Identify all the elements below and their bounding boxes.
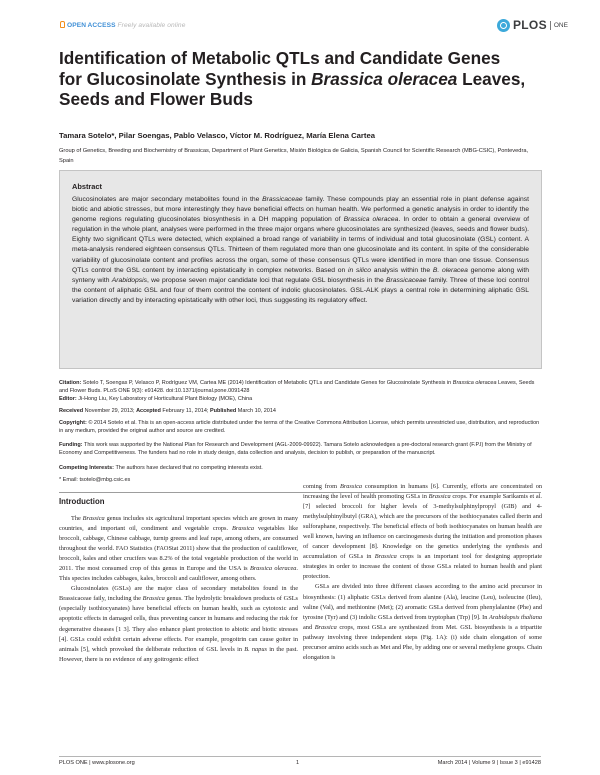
- competing-interests: [59, 465, 543, 473]
- italic-seg: Brassica: [82, 515, 105, 522]
- open-access-label: OPEN: [67, 22, 87, 29]
- editor-label: Editor:: [59, 396, 77, 402]
- text-seg: The: [71, 515, 83, 522]
- citation-label: Citation:: [59, 380, 82, 386]
- dates: [59, 408, 543, 416]
- editor: [59, 396, 543, 404]
- abstract-text: [72, 195, 529, 306]
- competing-label: Competing Interests:: [59, 465, 115, 471]
- text-seg: genus. The hydrolytic breakdown products of GSLs (especially isothiocyanates) have beneficial effects on human health, such as cytotoxic and apoptotic effects in damaged cells, thus preventing cancer in humans and reducing the risk for degenerative diseases [1 3]. They also enhance plant protection to abiotic and biotic stresses [4]. GSLs could exhibit certain adverse effects. For example, progoitrin can cause goiter in animals [5], which provoked the deliberate reduction of GSL levels in: [59, 595, 298, 653]
- footer-issue: March 2014 | Volume 9 | Issue 3 | e91428: [437, 760, 541, 766]
- funding-label: Funding:: [59, 442, 83, 448]
- text-seg: GSLs are divided into three different classes according to the amino acid precursor in biosynthesis: (1) aliphatic GSLs derived from alanine (Ala), leucine (Leu), isoleucine (Ileu), valine (Val), and methionine (Met); (2) aromatic GSLs derived from phenylalanine (Phe) and tyrosine (Tyr) and (3) indolic GSLs derived from tryptophan (Trp) [9]. In: [303, 583, 542, 621]
- text-seg: crops. For example Sarikamis et al. [7] selected broccoli for higher levels of 3-methylsulphinylpropyl (GIB) and 4-methylsulphinylbutyl (GRA), which are the precursors of the isothiocyanates called iberin and sulforaphane, respectively. The beneficial effects of both isothiocyanates on human health are well known, having an influence on carcinogenesis during the initiation and promotion phases of cancer development [8]. Knowledge on the genetics underlying the synthesis and accumulation of GSLs in: [303, 493, 542, 561]
- text-seg: Glucosinolates (GSLs) are the major class of secondary metabolites found in the Brassicaceae faily, including the: [59, 585, 298, 603]
- title-line-1: Identification of Metabolic QTLs and Candidate Genes: [59, 48, 501, 68]
- text-seg: crops is an important tool for designing appropriate strategies in order to increase the content of those GSLs related to human health and plant protection.: [303, 553, 542, 581]
- abstract-italic: Arabidopsis: [111, 276, 148, 284]
- freely-available-label: Freely available online: [117, 22, 186, 29]
- footer-rule: [59, 756, 541, 757]
- citation-italic: Brassica oleracea: [452, 380, 497, 386]
- competing-text: The authors have declared that no competing interests exist.: [114, 465, 263, 471]
- abstract-italic: Brassica oleracea: [343, 216, 399, 224]
- abstract-seg: analysis within the: [371, 266, 433, 274]
- title-line-2a: for Glucosinolate Synthesis in: [59, 68, 312, 89]
- italic-seg: Brassica: [142, 595, 165, 603]
- italic-seg: Brassica: [232, 525, 255, 533]
- journal-logo[interactable]: [497, 14, 568, 36]
- copyright-label: Copyright:: [59, 420, 87, 426]
- right-paragraph-2: [303, 582, 542, 662]
- left-column: [59, 497, 298, 665]
- published-label: Published: [209, 408, 237, 414]
- abstract-seg: , we propose seven major candidate loci that regulate GSL biosynthesis in the: [147, 276, 386, 284]
- abstract-seg: family. Three of these loci control the content of aliphatic GSL and four of them control the content of indolic glucosinolates. GSL-ALK plays a central role in determining aliphatic GSL variation directly and by interacting epistatically with other loci, thus suggesting its regulatory effect.: [72, 276, 529, 304]
- intro-paragraph-2: [59, 584, 298, 664]
- open-access-banner: [60, 21, 185, 29]
- abstract-box: [59, 170, 542, 369]
- abstract-italic: in silico: [348, 266, 371, 274]
- text-seg: coming from: [303, 483, 340, 490]
- citation-text: Sotelo T, Soengas P, Velasco P, Rodríguez VM, Cartea ME (2014) Identification of Metabolic QTLs and Candidate Genes for Glucosinolate Synthesis in: [81, 380, 453, 386]
- title-line-2-species: Brassica oleracea: [311, 68, 458, 89]
- page-number: 1: [296, 760, 300, 766]
- text-seg: consumption in humans [6]. Currently, efforts are concentrated on increasing the level of health promoting GSLs in: [303, 483, 542, 501]
- article-title: [59, 48, 543, 110]
- abstract-seg: family. These compounds play an essential role in plant defense against biotic and abiotic stresses, but more interestingly they have beneficial effects on human health. We performed a genetic analysis in order to identify the genome regions regulating glucosinolates biosynthesis in a DH mapping population of: [72, 196, 529, 224]
- plos-logo-icon: [497, 19, 510, 32]
- accepted-date: February 11, 2014;: [160, 408, 210, 414]
- title-line-3: Seeds and Flower Buds: [59, 89, 253, 109]
- abstract-seg: Glucosinolates are major secondary metabolites found in the: [72, 196, 263, 203]
- italic-seg: B. napus: [244, 645, 267, 653]
- author-list: Tamara Sotelo*, Pilar Soengas, Pablo Velasco, Víctor M. Rodríguez, María Elena Cartea: [59, 131, 376, 140]
- funding: [59, 442, 543, 457]
- right-paragraph-1: [303, 482, 542, 582]
- title-line-2c: Leaves,: [457, 68, 526, 89]
- right-column: [303, 482, 542, 663]
- italic-seg: Brassica oleracea: [249, 565, 297, 573]
- italic-seg: Arabidopsis thaliana: [488, 613, 542, 621]
- italic-seg: Brassica: [339, 483, 363, 490]
- italic-seg: Brassica: [374, 553, 397, 561]
- text-seg: in the past. However, there is no evidence of any goitrogenic effect: [59, 645, 298, 663]
- text-seg: vegetables like broccoli, cabbage, Chinese cabbage, turnip greens and leaf rape, among others, are consumed throughout the world. FAO Statistics (FAOStat 2011) show that the production of cauliflower, broccoli, kales and other crucifers was 8.2% of the total vegetable production of the world in 2011. The most consumed crop of this genus in Europe and the USA is: [59, 525, 298, 573]
- accepted-label: Accepted: [136, 408, 161, 414]
- text-seg: . This species includes cabbages, kales, broccoli and cauliflower, among others.: [59, 565, 298, 583]
- abstract-heading: Abstract: [72, 182, 102, 191]
- intro-paragraph-1: [59, 514, 298, 584]
- journal-sub: ONE: [550, 21, 568, 30]
- affiliation: Group of Genetics, Breeding and Biochemistry of Brassicas, Department of Plant Genetics, Misión Biológica de Galicia, Spanish Council for Scientific Research (MBG-CSIC), Pontevedra, Spain: [59, 148, 529, 164]
- citation: [59, 380, 543, 395]
- copyright-text: © 2014 Sotelo et al. This is an open-access article distributed under the terms of the Creative Commons Attribution License, which permits unrestricted use, distribution, and reproduction in any medium, provided the original author and source are credited.: [59, 420, 540, 434]
- open-access-lock-icon: [60, 21, 65, 28]
- abstract-seg: . In order to obtain a general overview of regulation in the whole plant, analyses were performed in the three major organs where glucosinolates are synthesized (leaves, seeds and flower buds). Eighty two significant QTLs were detected, which explained a broad range of variability in terms of individual and total glucosinolate (GSL) content. A meta-analysis rendered eighteen consensus QTLs. Thirteen of them regulated more than one glucosinolate and its content. In spite of the considerable variability of glucosinolate content and profiles across the organ, some of these consensus QTLs were identified in more than one tissue. Consensus QTLs control the GSL content by interacting epistatically in complex networks. Based on: [72, 216, 529, 274]
- abstract-italic: Brassicaceae: [386, 276, 427, 284]
- copyright: [59, 420, 543, 435]
- editor-text: Ji-Hong Liu, Key Laboratory of Horticultural Plant Biology (MOE), China: [76, 396, 253, 402]
- published-date: March 10, 2014: [236, 408, 276, 414]
- abstract-italic: Brassicaceae: [262, 196, 303, 203]
- open-access-label-2: ACCESS: [87, 22, 116, 29]
- text-seg: crops, most GSLs are synthesized from Met. GSL biosynthesis is a tripartite pathway involving three independent steps (Fig. 1A): (i) side chain elongation of some precursor amino acids such as Met and Phe, by adding one or several methylene groups. Chain elongation is: [303, 623, 542, 661]
- italic-seg: Brassica: [314, 623, 337, 631]
- author-email[interactable]: * Email: tsotelo@mbg.csic.es: [59, 477, 131, 483]
- footer-journal[interactable]: PLOS ONE | www.plosone.org: [59, 760, 135, 766]
- text-seg: genus includes six agricultural important species which are grown in many countries, and important oil, condiment and vegetable crops.: [59, 515, 298, 533]
- text-seg: and: [303, 623, 315, 631]
- introduction-heading: Introduction: [59, 497, 105, 506]
- received-label: Received: [59, 408, 84, 414]
- funding-text: This work was supported by the National Plan for Research and Development (AGL-2009-09922). Tamara Sotelo acknowledges a pre-doctoral research grant (F.P.I) from the Ministry of Economy and Competitiveness. The funders had no role in study design, data collection and analysis, decision to publish, or preparation of the manuscript.: [59, 442, 532, 456]
- abstract-italic: B. oleracea: [432, 266, 468, 274]
- journal-name: PLOS: [513, 18, 547, 32]
- received-date: November 29, 2013;: [83, 408, 137, 414]
- citation-text-2: Leaves, Seeds and Flower Buds. PLoS ONE 9(3): e91428. doi:10.1371/journal.pone.0091428: [59, 380, 535, 394]
- abstract-seg: genome along with synteny with: [72, 266, 529, 284]
- italic-seg: Brassica: [428, 493, 451, 501]
